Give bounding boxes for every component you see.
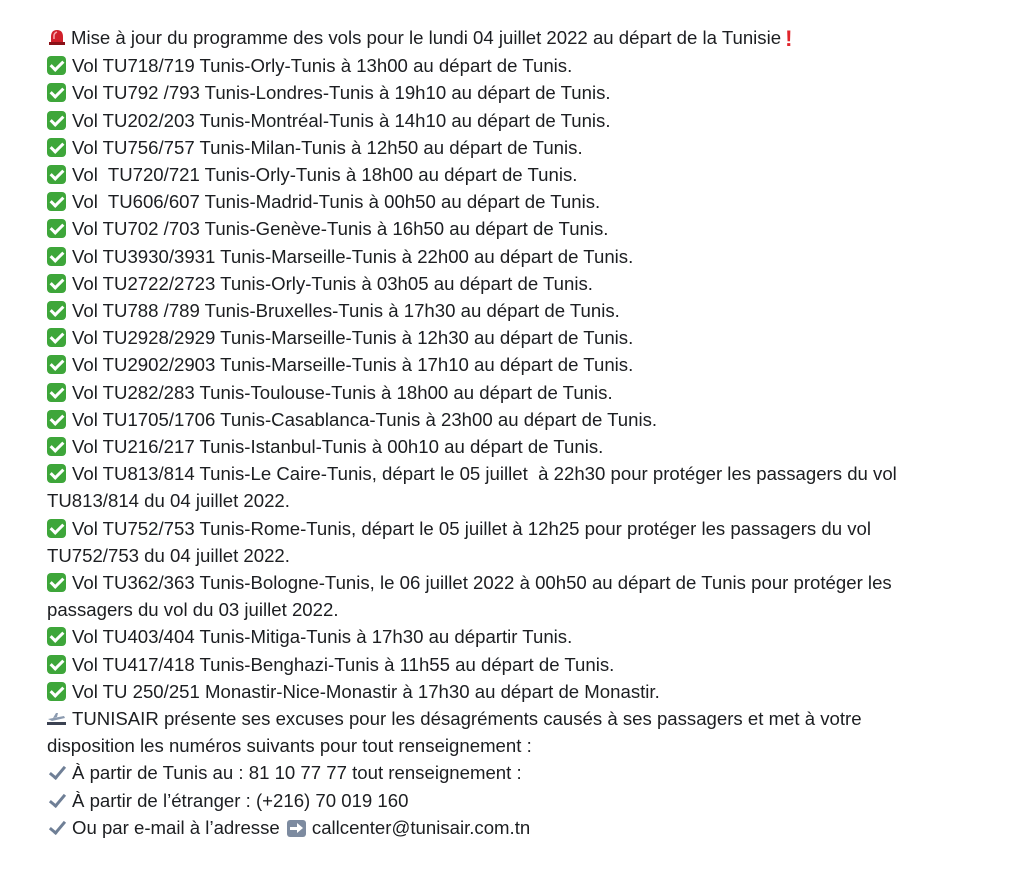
post-line	[47, 433, 927, 460]
post-line-text: TUNISAIR présente ses excuses pour les désagréments causés à ses passagers et met à votre disposition les numéros suivants pour tout renseignement :	[47, 708, 867, 757]
post-line-text: À partir de Tunis au : 81 10 77 77 tout renseignement :	[72, 762, 522, 784]
post-line-text: Vol TU202/203 Tunis-Montréal-Tunis à 14h10 au départ de Tunis.	[72, 109, 611, 131]
post-line	[47, 569, 927, 623]
check-box-icon	[47, 655, 66, 674]
email-address: callcenter@tunisair.com.tn	[311, 816, 531, 838]
check-box-icon	[47, 301, 66, 320]
post-line	[47, 243, 927, 270]
post-line-text: Mise à jour du programme des vols pour le lundi 04 juillet 2022 au départ de la Tunisie	[71, 27, 782, 48]
check-box-icon	[47, 219, 66, 238]
post-line-text: Vol TU417/418 Tunis-Benghazi-Tunis à 11h55 au départ de Tunis.	[72, 653, 615, 675]
check-box-icon	[47, 192, 66, 211]
check-box-icon	[47, 519, 66, 538]
post-line-text: Vol TU216/217 Tunis-Istanbul-Tunis à 00h10 au départ de Tunis.	[72, 436, 604, 458]
post-line-text: Ou par e-mail à l’adresse	[72, 816, 280, 838]
check-box-icon	[47, 682, 66, 701]
post-line	[47, 759, 927, 786]
post-line	[47, 651, 927, 678]
post-line	[47, 297, 927, 324]
post-line	[47, 787, 927, 814]
post-line-text: Vol TU792 /793 Tunis-Londres-Tunis à 19h10 au départ de Tunis.	[72, 82, 611, 104]
post-line-text: Vol TU362/363 Tunis-Bologne-Tunis, le 06 juillet 2022 à 00h50 au départ de Tunis pour protéger les passagers du vol du 03 juillet 2022.	[47, 572, 897, 621]
right-arrow-icon	[287, 820, 306, 837]
exclamation-icon: !	[785, 26, 793, 51]
post-line-text: Vol TU2902/2903 Tunis-Marseille-Tunis à 17h10 au départ de Tunis.	[72, 354, 634, 376]
post-line	[47, 705, 927, 759]
check-box-icon	[47, 627, 66, 646]
check-box-icon	[47, 138, 66, 157]
check-mark-icon	[47, 791, 66, 810]
post-line	[47, 24, 927, 52]
check-box-icon	[47, 437, 66, 456]
post-line-text: Vol TU752/753 Tunis-Rome-Tunis, départ le 05 juillet à 12h25 pour protéger les passagers du vol TU752/753 du 04 juillet 2022.	[47, 517, 876, 566]
check-box-icon	[47, 573, 66, 592]
post-line-text: Vol TU606/607 Tunis-Madrid-Tunis à 00h50 au départ de Tunis.	[72, 191, 601, 213]
post-line	[47, 623, 927, 650]
post-line	[47, 161, 927, 188]
post-line	[47, 52, 927, 79]
post-line-text: Vol TU2722/2723 Tunis-Orly-Tunis à 03h05 au départ de Tunis.	[72, 272, 593, 294]
post-line	[47, 379, 927, 406]
check-box-icon	[47, 410, 66, 429]
check-box-icon	[47, 165, 66, 184]
post-line-text: Vol TU1705/1706 Tunis-Casablanca-Tunis à 23h00 au départ de Tunis.	[72, 408, 658, 430]
post-line	[47, 814, 927, 841]
post-line-text: Vol TU702 /703 Tunis-Genève-Tunis à 16h50 au départ de Tunis.	[72, 218, 609, 240]
alarm-icon	[47, 27, 67, 47]
check-box-icon	[47, 83, 66, 102]
post-line	[47, 215, 927, 242]
check-box-icon	[47, 56, 66, 75]
post-line	[47, 188, 927, 215]
post-line-text: Vol TU788 /789 Tunis-Bruxelles-Tunis à 17h30 au départ de Tunis.	[72, 300, 620, 322]
check-box-icon	[47, 328, 66, 347]
post-line-text: Vol TU718/719 Tunis-Orly-Tunis à 13h00 au départ de Tunis.	[72, 55, 573, 77]
post-text	[47, 24, 927, 841]
post-line	[47, 107, 927, 134]
post-line-text: Vol TU282/283 Tunis-Toulouse-Tunis à 18h00 au départ de Tunis.	[72, 381, 613, 403]
post-line	[47, 406, 927, 433]
check-mark-icon	[47, 763, 66, 782]
check-box-icon	[47, 247, 66, 266]
post-line	[47, 270, 927, 297]
post-line-text: Vol TU 250/251 Monastir-Nice-Monastir à 17h30 au départ de Monastir.	[72, 680, 660, 702]
post-line-text: Vol TU813/814 Tunis-Le Caire-Tunis, départ le 05 juillet à 22h30 pour protéger les passagers du vol TU813/814 du 04 juillet 2022.	[47, 463, 902, 512]
check-box-icon	[47, 383, 66, 402]
post-line-text: Vol TU2928/2929 Tunis-Marseille-Tunis à 12h30 au départ de Tunis.	[72, 327, 634, 349]
post-line-text: Vol TU403/404 Tunis-Mitiga-Tunis à 17h30 au départir Tunis.	[72, 626, 573, 648]
post-line-text: Vol TU720/721 Tunis-Orly-Tunis à 18h00 au départ de Tunis.	[72, 164, 578, 186]
check-box-icon	[47, 111, 66, 130]
check-mark-icon	[47, 818, 66, 837]
post-line-text: À partir de l’étranger : (+216) 70 019 160	[72, 789, 409, 811]
post-line	[47, 324, 927, 351]
post-line-text: Vol TU3930/3931 Tunis-Marseille-Tunis à 22h00 au départ de Tunis.	[72, 245, 634, 267]
plane-icon	[47, 707, 66, 724]
post-line	[47, 134, 927, 161]
post-line	[47, 79, 927, 106]
post-line	[47, 351, 927, 378]
post-line-text: Vol TU756/757 Tunis-Milan-Tunis à 12h50 au départ de Tunis.	[72, 136, 583, 158]
post-line	[47, 678, 927, 705]
post-line	[47, 515, 927, 569]
post-line	[47, 460, 927, 514]
check-box-icon	[47, 464, 66, 483]
check-box-icon	[47, 274, 66, 293]
check-box-icon	[47, 355, 66, 374]
